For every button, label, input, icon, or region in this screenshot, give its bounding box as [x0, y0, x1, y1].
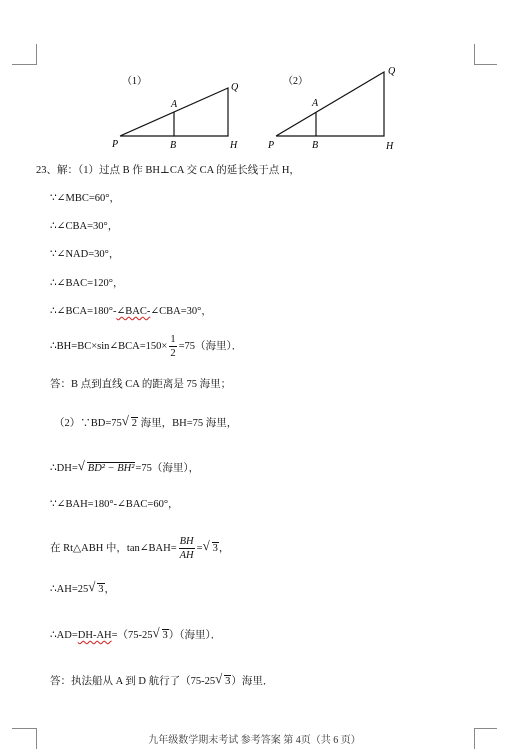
line-12-equals: = [196, 542, 203, 554]
line-14-part-c: ）（海里）． [168, 630, 222, 641]
line-9-part-b: 海里，BH=75 海里， [138, 418, 238, 429]
solution-line-8: 答：B 点到直线 CA 的距离是 75 海里； [50, 379, 232, 390]
line-12-part-b: ， [218, 542, 230, 554]
line-12-part-a: 在 Rt△ABH 中，tan∠BAH= [50, 542, 177, 554]
sqrt-3-d: √ 3 [215, 671, 231, 687]
figure-2-point-a: A [312, 98, 319, 109]
figure-1-point-a: A [171, 99, 178, 110]
sqrt-bd-bh: √ BD² − BH² [77, 458, 135, 474]
figure-2 [267, 66, 396, 152]
figure-1-point-b: B [170, 140, 177, 151]
figure-1-point-p: P [112, 139, 119, 150]
solution-line-9 [54, 413, 238, 431]
line-7-part-a: ∴BH=BC×sin∠BCA=150× [50, 340, 168, 352]
solution-line-1: 23、解：（1）过点 B 作 BH⊥CA 交 CA 的延长线于点 H， [36, 165, 300, 176]
line-10-part-a: ∴DH= [50, 463, 78, 474]
solution-line-14 [50, 625, 222, 643]
line-13-part-a: ∴AH=25 [50, 584, 89, 595]
line-6-part-c: ∠CBA=30°， [150, 306, 212, 317]
geometry-figures [0, 0, 509, 160]
figure-2-label: （2） [283, 76, 308, 87]
line-10-part-b: =75（海里）， [135, 463, 200, 474]
line-14-underlined: DH-AH [77, 630, 112, 641]
fraction-one-half: $\frac{1}{2}$ [170, 334, 176, 359]
line-14-part-a: ∴AD= [50, 630, 78, 641]
figure-1 [111, 75, 239, 151]
solution-line-13 [50, 579, 116, 597]
solution-line-4: ∵∠NAD=30°， [50, 249, 120, 260]
solution-line-10 [50, 458, 200, 476]
sqrt-3-b: √ 3 [88, 579, 104, 595]
solution-line-3: ∴∠CBA=30°， [50, 221, 119, 232]
figure-1-point-q: Q [231, 82, 239, 93]
figure-1-point-h: H [230, 140, 238, 151]
figure-2-point-h: H [386, 141, 394, 152]
figure-2-point-q: Q [388, 66, 396, 77]
solution-line-15 [50, 671, 274, 689]
line-15-part-a: 答：执法船从 A 到 D 航行了（75-25 [50, 676, 216, 687]
line-7-part-b: =75（海里）． [178, 340, 243, 352]
line-6-part-a: ∴∠BCA=180°- [50, 306, 117, 317]
line-14-part-b: =（75-25 [111, 630, 153, 641]
figure-1-label: （1） [122, 76, 147, 87]
figure-2-point-p: P [268, 140, 275, 151]
line-6-underlined: ∠BAC- [116, 306, 151, 317]
solution-line-7 [50, 333, 242, 360]
solution-line-5: ∴∠BAC=120°， [50, 278, 124, 289]
sqrt-3-a: √ 3 [202, 537, 218, 554]
solution-line-6 [50, 305, 212, 319]
line-13-part-b: ， [104, 584, 116, 595]
solution-line-11: ∵∠BAH=180°-∠BAC=60°， [50, 499, 179, 510]
sqrt-2: √ 2 [121, 413, 138, 429]
page-footer: 九年级数学期末考试 参考答案 第 4页（共 6 页） [148, 735, 361, 746]
sqrt-3-c: √ 3 [152, 625, 168, 641]
line-9-part-a: （2）∵BD=75 [54, 418, 122, 429]
solution-line-12 [50, 535, 229, 562]
figure-2-point-b: B [312, 140, 319, 151]
solution-line-2: ∵∠MBC=60°， [50, 193, 120, 204]
line-15-part-b: ）海里． [231, 676, 274, 687]
fraction-bh-ah: $\frac{BH}{AH}$ [179, 536, 194, 561]
